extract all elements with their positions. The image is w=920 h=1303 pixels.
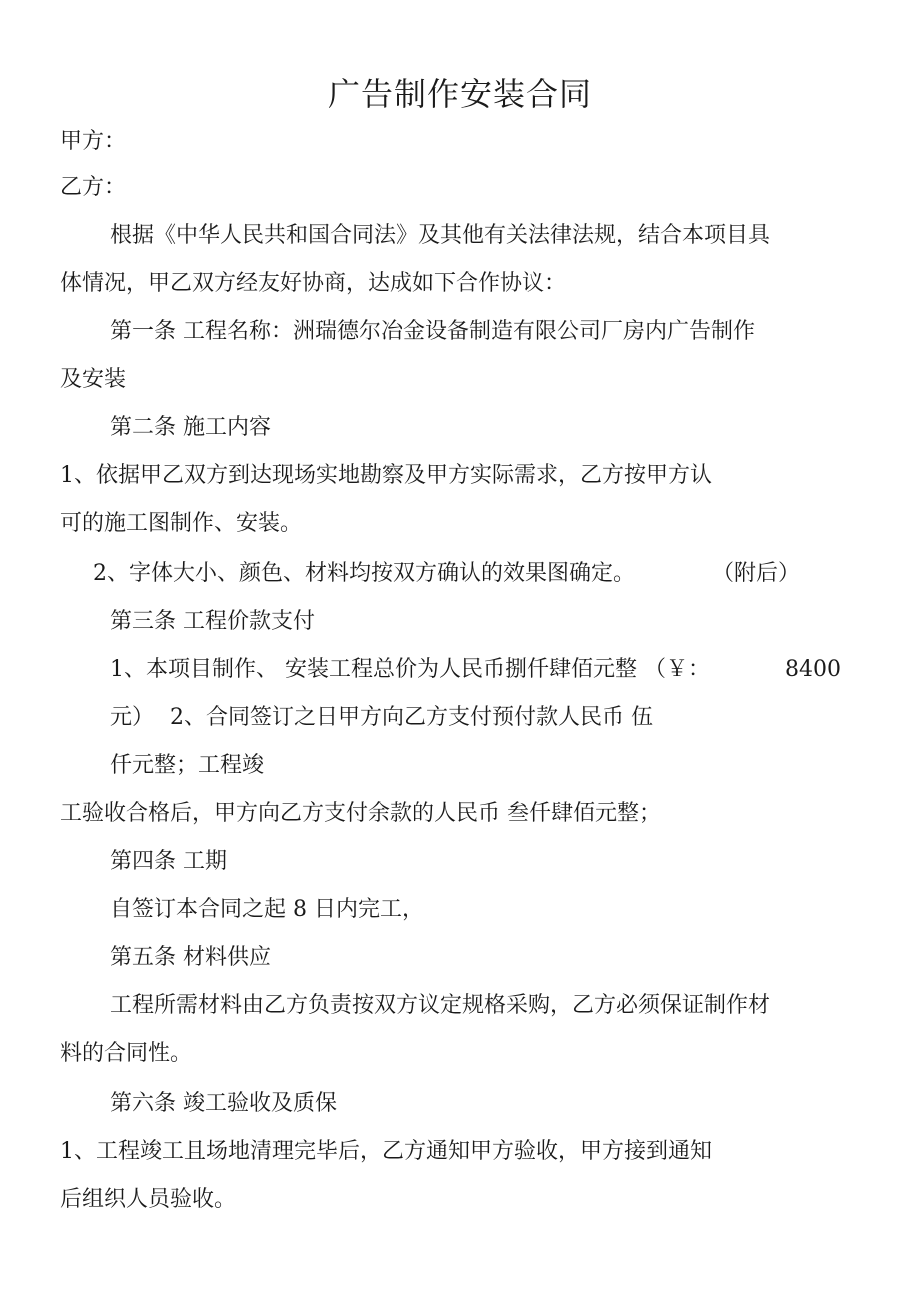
article5-line-2: 料的合同性。 [60, 1041, 193, 1066]
party-a-label: 甲方： [60, 129, 127, 154]
article3-line2-right: 2、合同签订之日甲方向乙方支付预付款人民币 伍 [170, 705, 653, 730]
document-title: 广告制作安装合同 [327, 75, 592, 113]
article4-text: 自签订本合同之起 8 日内完工， [110, 897, 424, 922]
intro-line-1: 根据《中华人民共和国合同法》及其他有关法律法规，结合本项目具 [110, 223, 771, 248]
intro-line-2: 体情况，甲乙双方经友好协商，达成如下合作协议： [60, 271, 567, 296]
article6-item1-line-2: 后组织人员验收。 [60, 1187, 237, 1212]
article2-item2-note: （附后） [712, 561, 801, 586]
article5-line-1: 工程所需材料由乙方负责按双方议定规格采购，乙方必须保证制作材 [110, 993, 771, 1018]
article2-heading: 第二条 施工内容 [110, 415, 271, 440]
article4-heading: 第四条 工期 [110, 849, 227, 874]
article6-heading: 第六条 竣工验收及质保 [110, 1091, 337, 1116]
article3-line4: 工验收合格后，甲方向乙方支付余款的人民币 叁仟肆佰元整； [60, 801, 661, 826]
article2-item1-line-2: 可的施工图制作、安装。 [60, 511, 303, 536]
article3-line2-left: 元） [110, 705, 155, 730]
article3-line3: 仟元整；工程竣 [110, 753, 265, 778]
article5-heading: 第五条 材料供应 [110, 945, 271, 970]
article3-item1: 1、本项目制作、 安装工程总价为人民币捌仟肆佰元整 （￥： [110, 657, 710, 682]
party-b-label: 乙方： [60, 175, 127, 200]
article2-item2: 2、字体大小、颜色、材料均按双方确认的效果图确定。 [93, 561, 635, 586]
article3-amount: 8400 [785, 657, 841, 682]
article3-heading: 第三条 工程价款支付 [110, 609, 315, 634]
article6-item1-line-1: 1、工程竣工且场地清理完毕后，乙方通知甲方验收，甲方接到通知 [60, 1139, 712, 1164]
article1-line-2: 及安装 [60, 367, 127, 392]
article1-line-1: 第一条 工程名称：洲瑞德尔冶金设备制造有限公司厂房内广告制作 [110, 319, 755, 344]
article2-item1-line-1: 1、依据甲乙双方到达现场实地勘察及甲方实际需求，乙方按甲方认 [60, 463, 712, 488]
